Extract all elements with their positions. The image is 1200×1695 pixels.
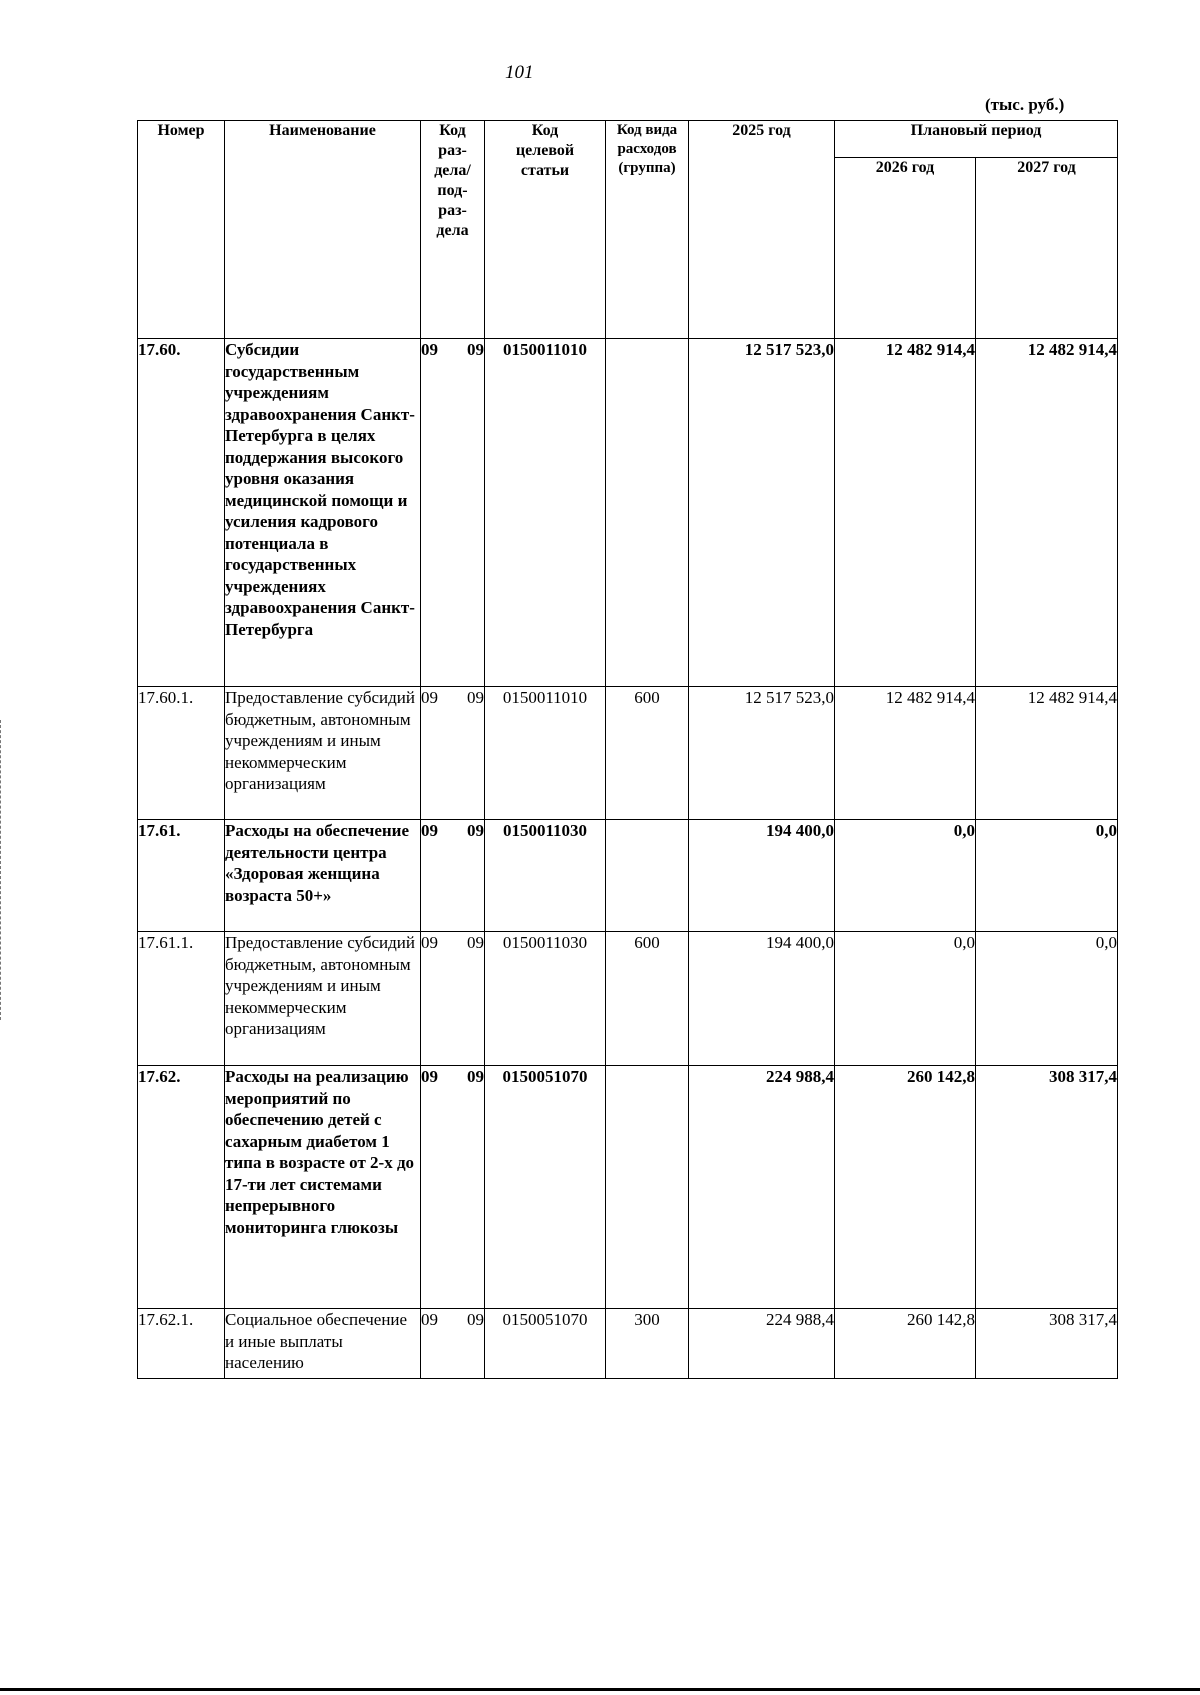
row-target-code: 0150011030 — [485, 932, 606, 1066]
row-subsection: 09 — [467, 933, 484, 952]
header-row-1 — [138, 121, 1118, 158]
row-expense-group: 600 — [606, 932, 689, 1066]
row-amount-2025: 224 988,4 — [689, 1309, 835, 1379]
row-section: 09 — [421, 821, 438, 840]
row-expense-group: 300 — [606, 1309, 689, 1379]
row-section-code — [421, 1309, 485, 1379]
row-section-code — [421, 687, 485, 820]
table-row — [138, 1066, 1118, 1309]
row-number: 17.60.1. — [138, 687, 225, 820]
row-amount-2027: 12 482 914,4 — [976, 687, 1118, 820]
row-section: 09 — [421, 933, 438, 952]
row-amount-2026: 12 482 914,4 — [835, 339, 976, 687]
row-number: 17.62.1. — [138, 1309, 225, 1379]
row-name: Предоставление субсидий бюджетным, автономным учреждениям и иным некоммерческим организациям — [225, 932, 421, 1066]
row-section: 09 — [421, 1310, 438, 1329]
header-name: Наименование — [225, 121, 421, 339]
header-planned-period: Плановый период — [835, 121, 1118, 158]
row-number: 17.60. — [138, 339, 225, 687]
row-amount-2026: 260 142,8 — [835, 1066, 976, 1309]
table-row — [138, 932, 1118, 1066]
row-amount-2026: 0,0 — [835, 932, 976, 1066]
row-subsection: 09 — [467, 340, 484, 359]
row-target-code: 0150011010 — [485, 339, 606, 687]
row-subsection: 09 — [467, 1310, 484, 1329]
row-expense-group: 600 — [606, 687, 689, 820]
units-label: (тыс. руб.) — [985, 95, 1065, 114]
row-section: 09 — [421, 340, 438, 359]
row-subsection: 09 — [467, 1067, 484, 1086]
row-subsection: 09 — [467, 821, 484, 840]
row-number: 17.62. — [138, 1066, 225, 1309]
row-amount-2026: 260 142,8 — [835, 1309, 976, 1379]
row-section-code — [421, 932, 485, 1066]
row-amount-2025: 224 988,4 — [689, 1066, 835, 1309]
row-amount-2026: 0,0 — [835, 820, 976, 932]
row-section-code — [421, 1066, 485, 1309]
header-number: Номер — [138, 121, 225, 339]
row-amount-2025: 194 400,0 — [689, 932, 835, 1066]
row-amount-2027: 308 317,4 — [976, 1309, 1118, 1379]
page-number: 101 — [505, 62, 534, 83]
table-row — [138, 1309, 1118, 1379]
header-year-2027: 2027 год — [976, 158, 1118, 339]
row-amount-2027: 0,0 — [976, 820, 1118, 932]
row-number: 17.61. — [138, 820, 225, 932]
table-row — [138, 687, 1118, 820]
scan-edge-marks — [0, 720, 3, 1020]
row-number: 17.61.1. — [138, 932, 225, 1066]
header-section-code: Код раз-дела/ под-раз-дела — [421, 121, 485, 339]
row-target-code: 0150051070 — [485, 1309, 606, 1379]
row-expense-group — [606, 820, 689, 932]
scan-bottom-edge — [0, 1688, 1200, 1691]
row-name: Расходы на обеспечение деятельности центра «Здоровая женщина возраста 50+» — [225, 820, 421, 932]
row-amount-2025: 12 517 523,0 — [689, 339, 835, 687]
row-target-code: 0150011010 — [485, 687, 606, 820]
row-amount-2027: 12 482 914,4 — [976, 339, 1118, 687]
budget-table — [137, 120, 1118, 1379]
row-name: Социальное обеспечение и иные выплаты населению — [225, 1309, 421, 1379]
table-row — [138, 820, 1118, 932]
row-expense-group — [606, 339, 689, 687]
header-target-code: Код целевой статьи — [485, 121, 606, 339]
row-section: 09 — [421, 688, 438, 707]
header-year-2025: 2025 год — [689, 121, 835, 339]
row-name: Расходы на реализацию мероприятий по обеспечению детей с сахарным диабетом 1 типа в возрасте от 2-х до 17-ти лет системами непрерывного мониторинга глюкозы — [225, 1066, 421, 1309]
row-subsection: 09 — [467, 688, 484, 707]
row-amount-2027: 0,0 — [976, 932, 1118, 1066]
row-name: Субсидии государственным учреждениям здравоохранения Санкт-Петербурга в целях поддержания высокого уровня оказания медицинской помощи и усиления кадрового потенциала в государственных учреждениях здравоохранения Санкт-Петербурга — [225, 339, 421, 687]
row-section: 09 — [421, 1067, 438, 1086]
row-target-code: 0150051070 — [485, 1066, 606, 1309]
header-expense-group: Код вида расходов (группа) — [606, 121, 689, 339]
table-row — [138, 339, 1118, 687]
header-year-2026: 2026 год — [835, 158, 976, 339]
row-expense-group — [606, 1066, 689, 1309]
row-amount-2027: 308 317,4 — [976, 1066, 1118, 1309]
row-name: Предоставление субсидий бюджетным, автономным учреждениям и иным некоммерческим организациям — [225, 687, 421, 820]
row-section-code — [421, 820, 485, 932]
row-amount-2025: 12 517 523,0 — [689, 687, 835, 820]
row-section-code — [421, 339, 485, 687]
row-amount-2025: 194 400,0 — [689, 820, 835, 932]
table-body — [138, 339, 1118, 1379]
row-target-code: 0150011030 — [485, 820, 606, 932]
row-amount-2026: 12 482 914,4 — [835, 687, 976, 820]
